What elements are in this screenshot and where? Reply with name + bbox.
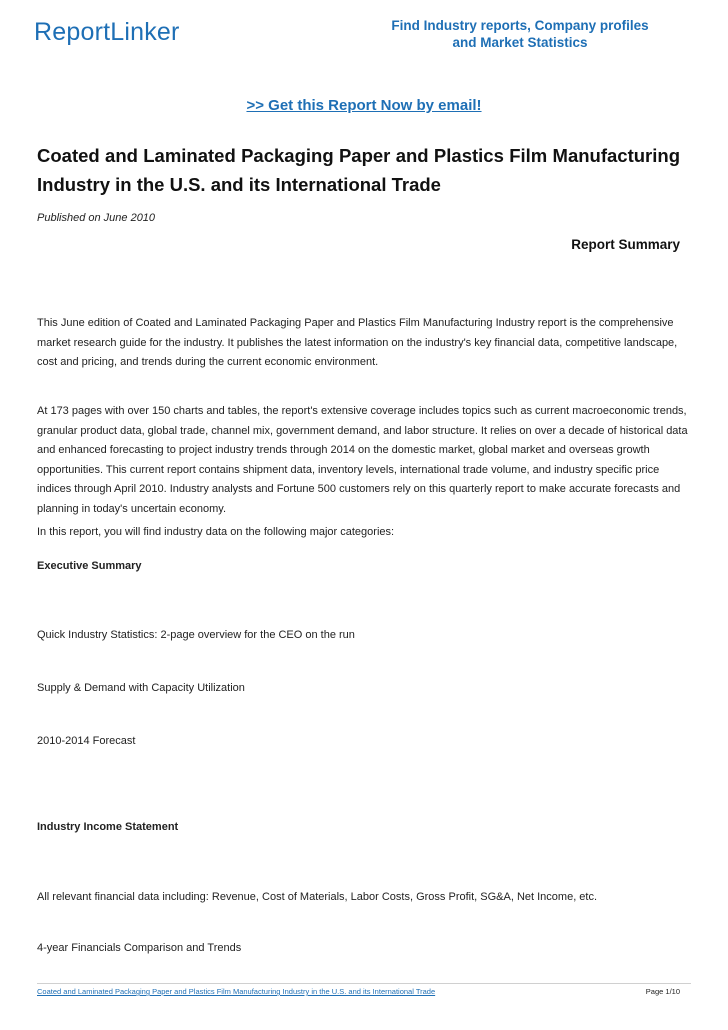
categories-intro: In this report, you will find industry data on the following major categories: <box>37 526 395 538</box>
header-tagline <box>370 17 670 51</box>
summary-paragraph-1: This June edition of Coated and Laminated Packaging Paper and Plastics Film Manufacturing Industry report is the comprehensive market research guide for the industry. It publishes the latest information on the industry's key financial data, competitive landscape, cost and pricing, and trends during the current economic environment. <box>37 317 678 368</box>
report-summary-heading: Report Summary <box>571 237 680 252</box>
tagline-line-2: and Market Statistics <box>452 35 588 50</box>
reportlinker-logo[interactable]: ReportLinker <box>34 18 180 46</box>
report-title: Coated and Laminated Packaging Paper and Plastics Film Manufacturing Industry in the U.S. and its International Trade <box>37 145 680 195</box>
footer-report-link[interactable]: Coated and Laminated Packaging Paper and Plastics Film Manufacturing Industry in the U.S. and its International Trade <box>37 987 436 996</box>
financials-comparison-item: 4-year Financials Comparison and Trends <box>37 942 242 954</box>
financial-data-item: All relevant financial data including: Revenue, Cost of Materials, Labor Costs, Gross Profit, SG&A, Net Income, etc. <box>37 891 598 903</box>
published-date: Published on June 2010 <box>37 212 156 224</box>
summary-paragraph-2: At 173 pages with over 150 charts and tables, the report's extensive coverage includes topics such as current macroeconomic trends, granular product data, global trade, channel mix, government demand, and labor structure. It relies on over a decade of historical data and enhanced forecasting to project industry trends through 2014 on the domestic market, global market and overseas growth opportunities. This current report contains shipment data, inventory levels, international trade volume, and industry specific price indices through April 2010. Industry analysts and Fortune 500 customers rely on this quarterly report to make accurate forecasts and planning in today's uncertain economy. <box>37 405 688 515</box>
forecast-item: 2010-2014 Forecast <box>37 735 136 747</box>
executive-summary-heading: Executive Summary <box>37 560 142 572</box>
get-report-link[interactable]: >> Get this Report Now by email! <box>246 97 482 114</box>
quick-stats-item: Quick Industry Statistics: 2-page overview for the CEO on the run <box>37 629 355 641</box>
supply-demand-item: Supply & Demand with Capacity Utilization <box>37 682 245 694</box>
page-number: Page 1/10 <box>645 987 680 996</box>
income-statement-heading: Industry Income Statement <box>37 821 179 833</box>
footer-divider <box>37 983 691 984</box>
tagline-line-1: Find Industry reports, Company profiles <box>391 18 649 33</box>
